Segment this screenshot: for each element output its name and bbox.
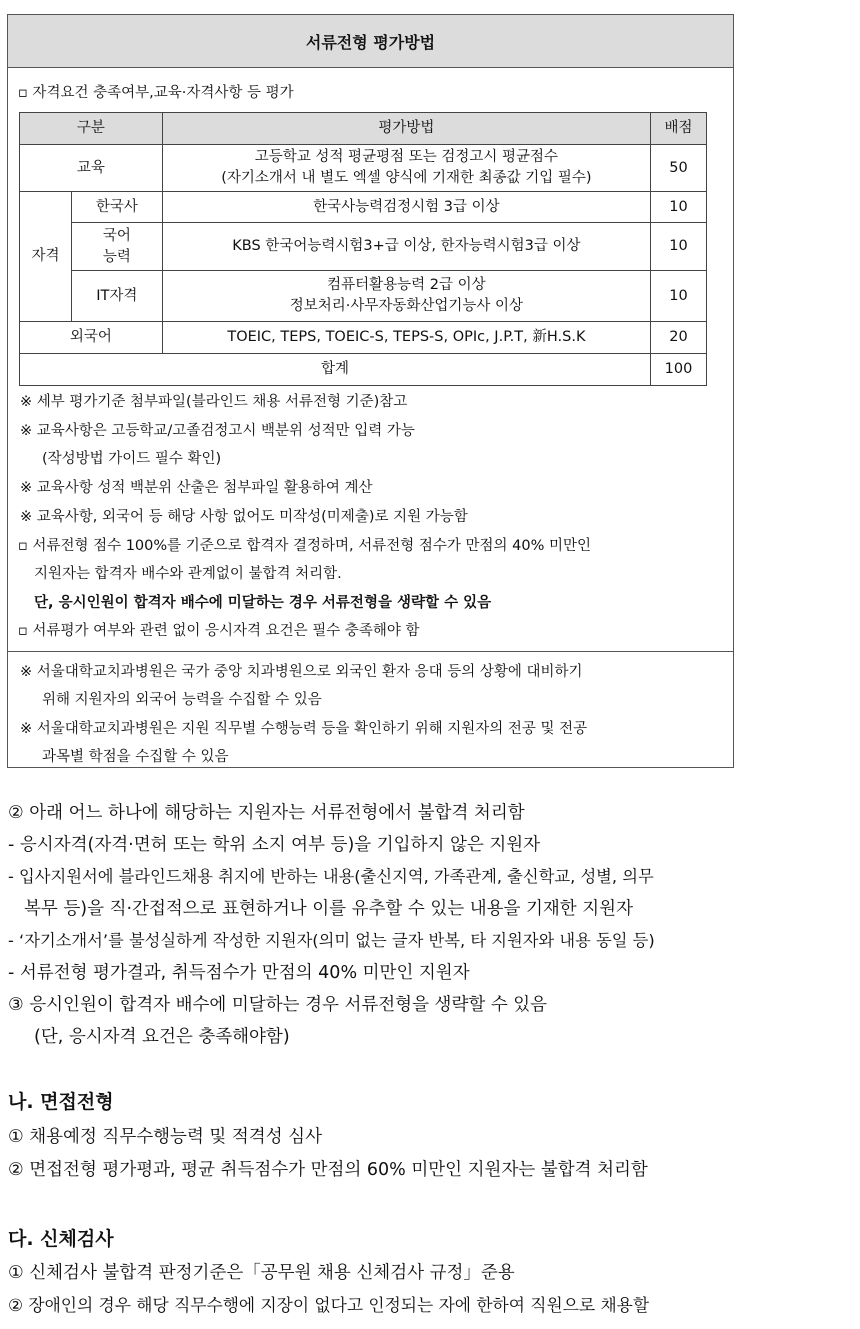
body-line: - 서류전형 평가결과, 취득점수가 만점의 40% 미만인 지원자 (8, 963, 470, 983)
header-score: 배점 (651, 113, 707, 145)
note-line: ▫ 서류평가 여부와 관련 없이 응시자격 요건은 필수 충족해야 함 (18, 623, 420, 639)
korean-sub-line: 능력 (102, 248, 131, 265)
education-method-line: 고등학교 성적 평균평점 또는 검정고시 평균점수 (254, 149, 558, 165)
note-line: ※ 교육사항은 고등학교/고졸검정고시 백분위 성적만 입력 가능 (20, 423, 415, 439)
interview-heading: 나. 면접전형 (8, 1091, 114, 1113)
note-line: ※ 세부 평가기준 첨부파일(블라인드 채용 서류전형 기준)참고 (20, 394, 408, 410)
korean-history-method: 한국사능력검정시험 3급 이상 (162, 192, 650, 223)
table-total-row (20, 354, 707, 386)
body-line: ③ 응시인원이 합격자 배수에 미달하는 경우 서류전형을 생략할 수 있음 (8, 995, 548, 1015)
korean-history-sub: 한국사 (71, 192, 162, 223)
bottom-note-line: ※ 서울대학교치과병원은 지원 직무별 수행능력 등을 확인하기 위해 지원자의 전공 및 전공 (20, 721, 588, 737)
total-score: 100 (651, 354, 707, 386)
it-method-line: 컴퓨터활용능력 2급 이상 (327, 277, 486, 293)
table-row (20, 322, 707, 354)
note-line: ※ 교육사항, 외국어 등 해당 사항 없어도 미작성(미제출)로 지원 가능함 (20, 509, 468, 525)
note-line: 지원자는 합격자 배수와 관계없이 불합격 처리함. (34, 566, 342, 582)
header-method: 평가방법 (162, 113, 650, 145)
evaluation-table (19, 112, 707, 386)
body-line: - 응시자격(자격·면허 또는 학위 소지 여부 등)을 기입하지 않은 지원자 (8, 835, 541, 855)
bottom-note-line: ※ 서울대학교치과병원은 국가 중앙 치과병원으로 외국인 환자 응대 등의 상황에 대비하기 (20, 664, 583, 680)
korean-sub-line: 국어 (102, 227, 131, 244)
interview-line: ① 채용예정 직무수행능력 및 적격성 심사 (8, 1127, 322, 1147)
education-category: 교육 (20, 145, 163, 192)
foreign-method: TOEIC, TEPS, TOEIC-S, TEPS-S, OPIc, J.P.T, 新H.S.K (162, 322, 650, 354)
body-line: - ‘자기소개서’를 불성실하게 작성한 지원자(의미 없는 글자 반복, 타 지원자와 내용 동일 등) (8, 931, 655, 950)
bottom-note-line: 위해 지원자의 외국어 능력을 수집할 수 있음 (42, 692, 322, 708)
it-sub: IT자격 (71, 271, 162, 322)
note-line: ※ 교육사항 성적 백분위 산출은 첨부파일 활용하여 계산 (20, 480, 373, 496)
note-line: (작성방법 가이드 필수 확인) (42, 451, 222, 467)
medical-line: ① 신체검사 불합격 판정기준은「공무원 채용 신체검사 규정」준용 (8, 1263, 515, 1283)
table-row (20, 145, 707, 192)
table-row (20, 271, 707, 322)
note-line-emphasis: 단, 응시인원이 합격자 배수에 미달하는 경우 서류전형을 생략할 수 있음 (34, 595, 492, 611)
body-line: ② 아래 어느 하나에 해당하는 지원자는 서류전형에서 불합격 처리함 (8, 803, 525, 823)
note-line: ▫ 서류전형 점수 100%를 기준으로 합격자 결정하며, 서류전형 점수가 만점의 40% 미만인 (18, 538, 592, 554)
foreign-category: 외국어 (20, 322, 163, 354)
table-row (20, 223, 707, 271)
body-line: - 입사지원서에 블라인드채용 취지에 반하는 내용(출신지역, 가족관계, 출신학교, 성별, 의무 (8, 867, 654, 886)
document-evaluation-box (7, 14, 734, 768)
education-method-line: (자기소개서 내 별도 엑셀 양식에 기재한 최종값 기입 필수) (221, 170, 592, 186)
table-row (20, 192, 707, 223)
foreign-score: 20 (651, 322, 707, 354)
medical-heading: 다. 신체검사 (8, 1228, 114, 1250)
body-line: 복무 등)을 직·간접적으로 표현하거나 이를 유추할 수 있는 내용을 기재한 지원자 (24, 899, 633, 919)
korean-score: 10 (651, 223, 707, 271)
interview-line: ② 면접전형 평가평과, 평균 취득점수가 만점의 60% 미만인 지원자는 불합격 처리함 (8, 1160, 648, 1180)
korean-history-score: 10 (651, 192, 707, 223)
header-category: 구분 (20, 113, 163, 145)
it-score: 10 (651, 271, 707, 322)
korean-method: KBS 한국어능력시험3+급 이상, 한자능력시험3급 이상 (162, 223, 650, 271)
medical-line: ② 장애인의 경우 해당 직무수행에 지장이 없다고 인정되는 자에 한하여 직원으로 채용할 (8, 1295, 650, 1315)
total-label: 합계 (20, 354, 651, 386)
qualification-category: 자격 (20, 192, 72, 322)
table-header-row (20, 113, 707, 145)
bottom-note-line: 과목별 학점을 수집할 수 있음 (42, 749, 229, 765)
box-title: 서류전형 평가방법 (8, 15, 733, 68)
box-divider (8, 651, 733, 652)
education-method (162, 145, 650, 192)
korean-sub (71, 223, 162, 271)
it-method-line: 정보처리·사무자동화산업기능사 이상 (289, 298, 524, 314)
it-method (162, 271, 650, 322)
body-line: (단, 응시자격 요건은 충족해야함) (34, 1027, 290, 1047)
education-score: 50 (651, 145, 707, 192)
intro-line: ▫ 자격요건 충족여부,교육·자격사항 등 평가 (18, 85, 294, 101)
